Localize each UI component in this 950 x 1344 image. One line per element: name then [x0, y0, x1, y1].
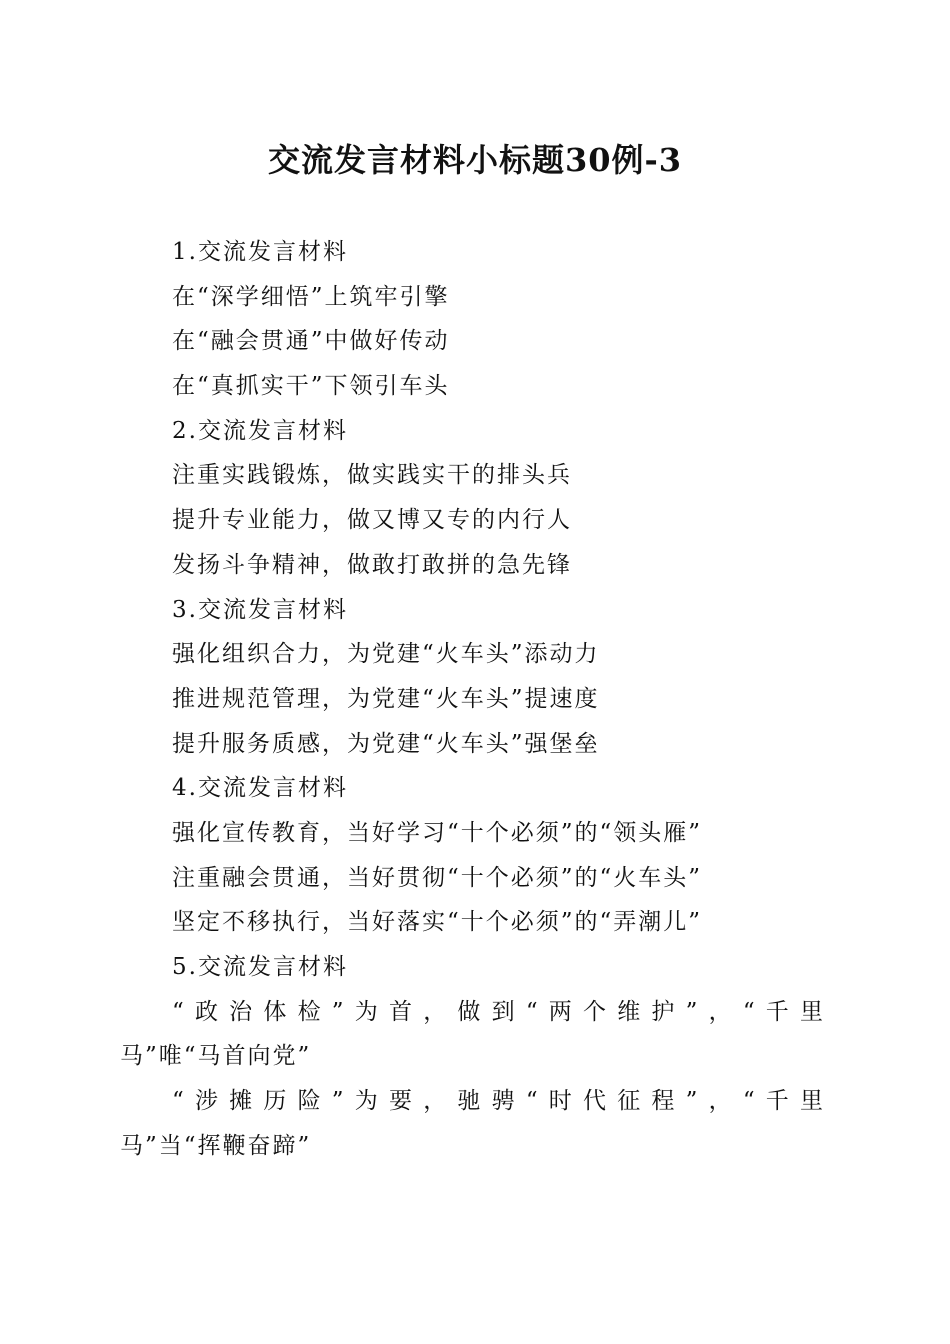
subtitle-line: 强化宣传教育，当好学习“十个必须”的“领头雁” — [172, 819, 703, 846]
section-heading: 2.交流发言材料 — [172, 417, 348, 444]
paragraph-continuation: 马”唯“马首向党” — [120, 1043, 312, 1070]
subtitle-line: 在“融会贯通”中做好传动 — [172, 328, 450, 355]
paragraph-first-line: “涉摊历险”为要，驰骋“时代征程”，“千里 — [172, 1088, 825, 1115]
subtitle-paragraph — [120, 1079, 825, 1168]
subtitle-line: 强化组织合力，为党建“火车头”添动力 — [172, 641, 600, 668]
document-body — [120, 230, 825, 1169]
subtitle-line: 坚定不移执行，当好落实“十个必须”的“弄潮儿” — [172, 909, 703, 936]
subtitle-line: 推进规范管理，为党建“火车头”提速度 — [172, 685, 600, 712]
subtitle-line: 提升专业能力，做又博又专的内行人 — [172, 507, 572, 534]
paragraph-continuation: 马”当“挥鞭奋蹄” — [120, 1132, 312, 1159]
section-heading: 3.交流发言材料 — [172, 596, 348, 623]
subtitle-line: 发扬斗争精神，做敢打敢拼的急先锋 — [172, 551, 572, 578]
subtitle-line: 提升服务质感，为党建“火车头”强堡垒 — [172, 730, 600, 757]
paragraph-first-line: “政治体检”为首，做到“两个维护”，“千里 — [172, 998, 825, 1025]
subtitle-line: 在“深学细悟”上筑牢引擎 — [172, 283, 450, 310]
section-heading: 4.交流发言材料 — [172, 775, 348, 802]
subtitle-line: 注重实践锻炼，做实践实干的排头兵 — [172, 462, 572, 489]
subtitle-paragraph — [120, 990, 825, 1079]
document-title: 交流发言材料小标题30例-3 — [267, 141, 683, 179]
section-heading: 5.交流发言材料 — [172, 954, 348, 980]
subtitle-line: 注重融会贯通，当好贯彻“十个必须”的“火车头” — [172, 864, 703, 891]
section-heading: 1.交流发言材料 — [172, 239, 348, 265]
subtitle-line: 在“真抓实干”下领引车头 — [172, 373, 450, 400]
